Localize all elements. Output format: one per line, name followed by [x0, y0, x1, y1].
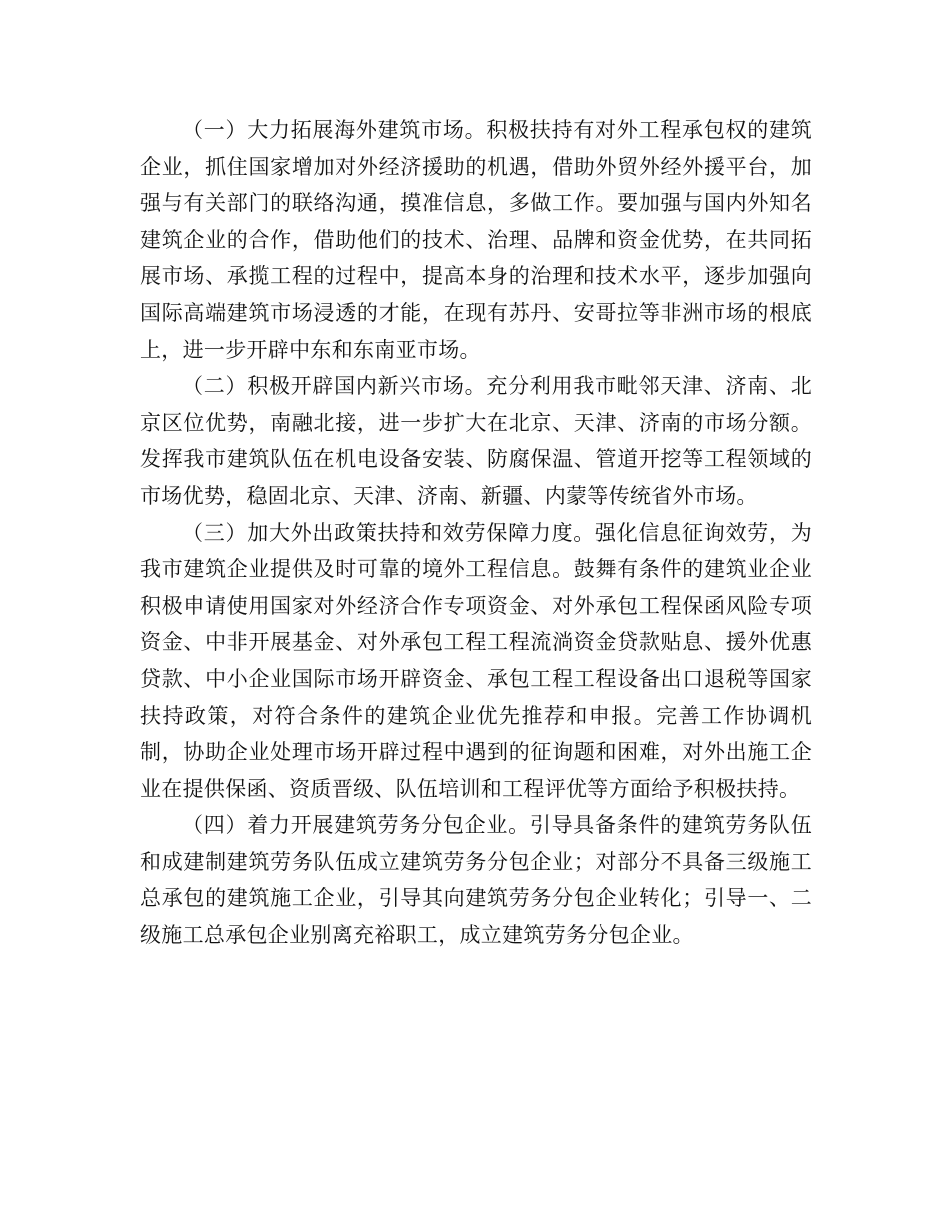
paragraph-2-heading: （二）积极开辟国内新兴市场。: [182, 374, 487, 399]
paragraph-3: [140, 515, 812, 808]
paragraph-3-body: 强化信息征询效劳，为我市建筑企业提供及时可靠的境外工程信息。鼓舞有条件的建筑业企业积极申请使用国家对外经济合作专项资金、对外承包工程保函风险专项资金、中非开展基金、对外承包工程工程流淌资金贷款贴息、援外优惠贷款、中小企业国际市场开辟资金、承包工程工程设备出口退税等国家扶持政策，对符合条件的建筑企业优先推荐和申报。完善工作协调机制，协助企业处理市场开辟过程中遇到的征询题和困难，对外出施工企业在提供保函、资质晋级、队伍培训和工程评优等方面给予积极扶持。: [140, 520, 812, 801]
paragraph-4-heading: （四）着力开展建筑劳务分包企业。: [182, 813, 530, 838]
document-page: [140, 112, 812, 954]
paragraph-2-body: 充分利用我市毗邻天津、济南、北京区位优势，南融北接，进一步扩大在北京、天津、济南的市场分额。发挥我市建筑队伍在机电设备安装、防腐保温、管道开挖等工程领域的市场优势，稳固北京、天津、济南、新疆、内蒙等传统省外市场。: [140, 374, 813, 508]
paragraph-1-body: 积极扶持有对外工程承包权的建筑企业，抓住国家增加对外经济援助的机遇，借助外贸外经外援平台，加强与有关部门的联络沟通，摸准信息，多做工作。要加强与国内外知名建筑企业的合作，借助他们的技术、治理、品牌和资金优势，在共同拓展市场、承揽工程的过程中，提高本身的治理和技术水平，逐步加强向国际高端建筑市场浸透的才能，在现有苏丹、安哥拉等非洲市场的根底上，进一步开辟中东和东南亚市场。: [140, 118, 813, 362]
paragraph-1-heading: （一）大力拓展海外建筑市场。: [182, 118, 487, 142]
paragraph-3-heading: （三）加大外出政策扶持和效劳保障力度。: [182, 520, 596, 545]
paragraph-2: [140, 368, 812, 514]
paragraph-4-body: 引导具备条件的建筑劳务队伍和成建制建筑劳务队伍成立建筑劳务分包企业；对部分不具备三级施工总承包的建筑施工企业，引导其向建筑劳务分包企业转化；引导一、二级施工总承包企业别离充裕职工，成立建筑劳务分包企业。: [140, 813, 812, 948]
paragraph-4: [140, 807, 812, 953]
paragraph-1: [140, 112, 812, 368]
